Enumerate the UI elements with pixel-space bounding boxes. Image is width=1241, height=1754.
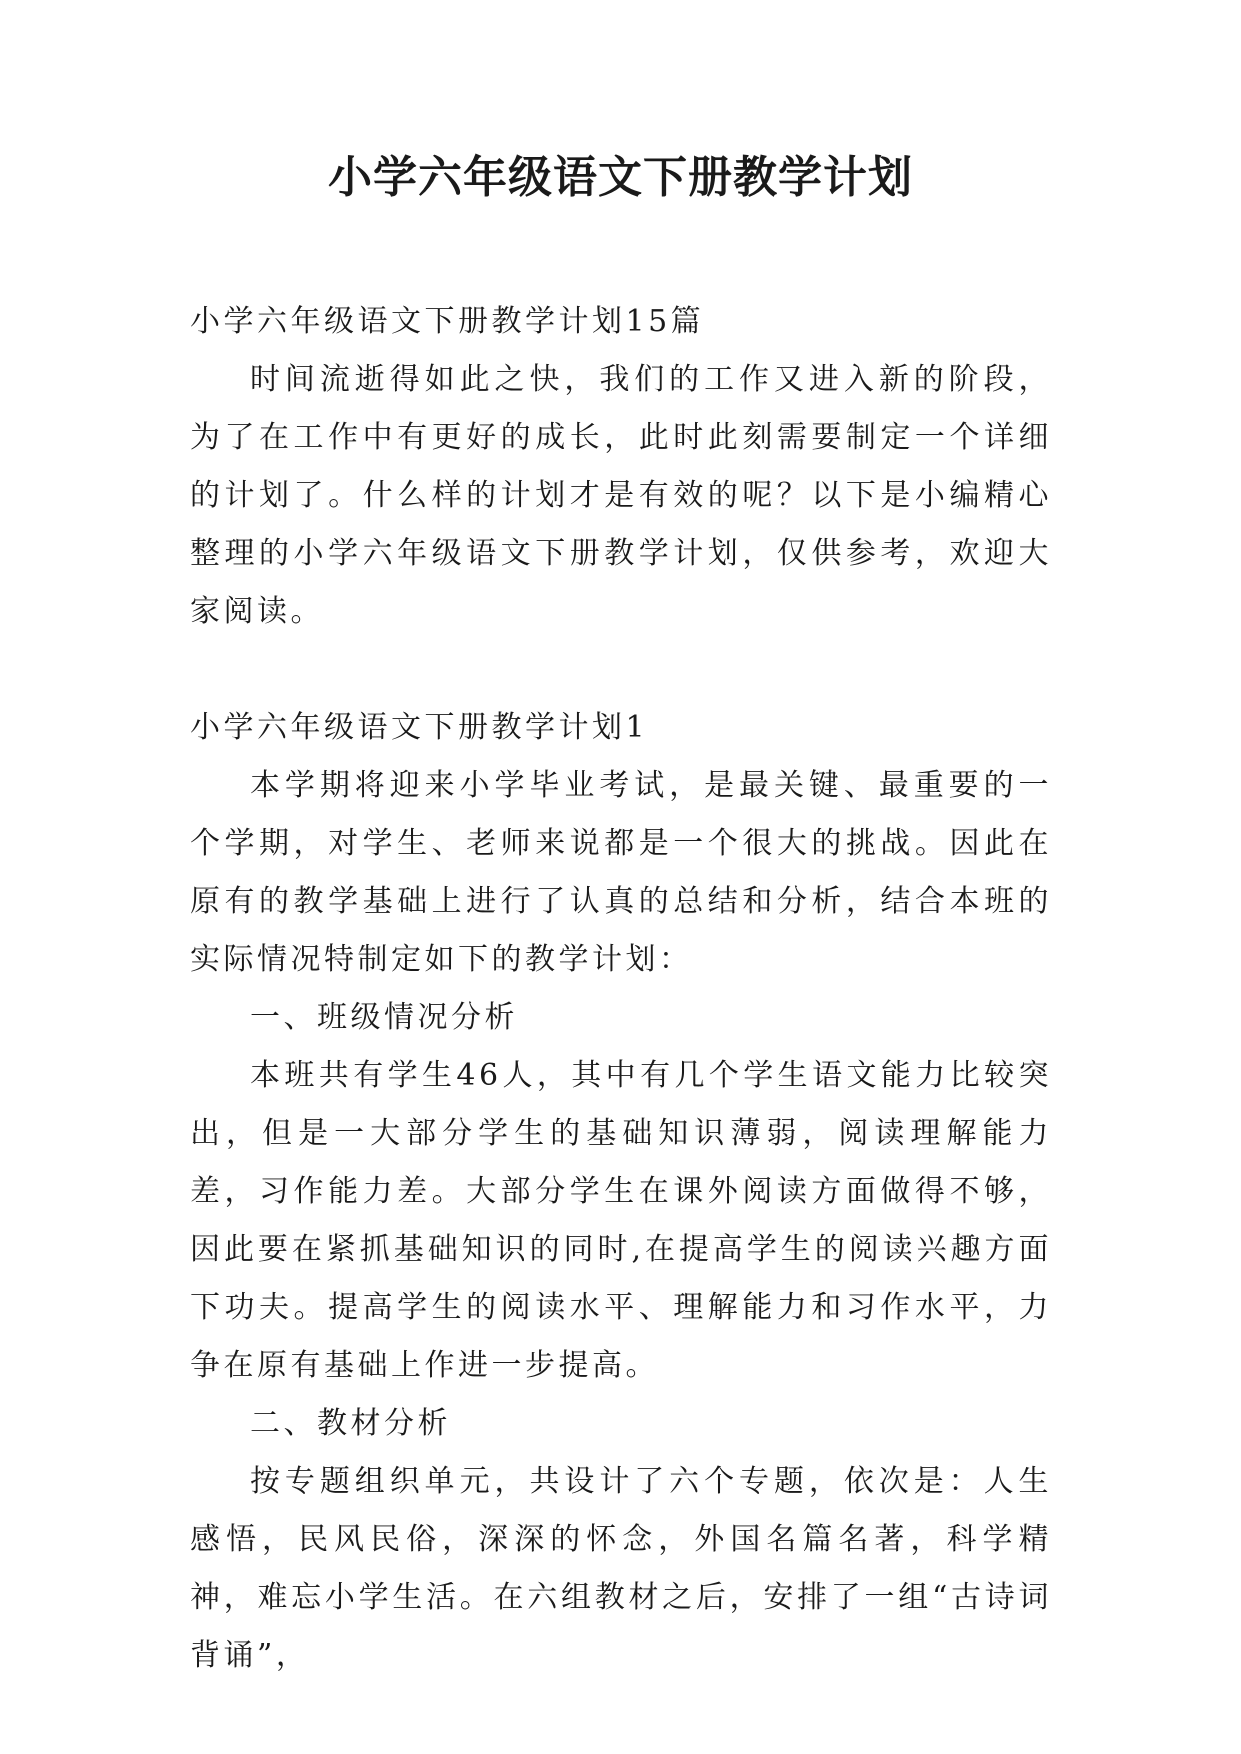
article-heading: 小学六年级语文下册教学计划15篇 [190, 304, 705, 339]
intro-paragraph: 时间流逝得如此之快，我们的工作又进入新的阶段，为了在工作中有更好的成长，此时此刻需要制定一个详细的计划了。什么样的计划才是有效的呢？以下是小编精心整理的小学六年级语文下册教学计划，仅供参考，欢迎大家阅读。 [190, 362, 1052, 629]
spacer [190, 641, 1052, 699]
plan-heading: 小学六年级语文下册教学计划1 [190, 710, 649, 745]
section-heading-textbook-analysis: 二、教材分析 [250, 1406, 451, 1441]
class-analysis-paragraph: 本班共有学生46人，其中有几个学生语文能力比较突出，但是一大部分学生的基础知识薄弱，阅读理解能力差，习作能力差。大部分学生在课外阅读方面做得不够，因此要在紧抓基础知识的同时,在提高学生的阅读兴趣方面下功夫。提高学生的阅读水平、理解能力和习作水平，力争在原有基础上作进一步提高。 [190, 1058, 1052, 1383]
section-heading-class-analysis: 一、班级情况分析 [250, 1000, 518, 1035]
textbook-analysis-paragraph: 按专题组织单元，共设计了六个专题，依次是：人生感悟，民风民俗，深深的怀念，外国名篇名著，科学精神，难忘小学生活。在六组教材之后，安排了一组“古诗词背诵”， [190, 1464, 1052, 1673]
document-title: 小学六年级语文下册教学计划 [328, 152, 913, 203]
plan-paragraph: 本学期将迎来小学毕业考试，是最关键、最重要的一个学期，对学生、老师来说都是一个很大的挑战。因此在原有的教学基础上进行了认真的总结和分析，结合本班的实际情况特制定如下的教学计划： [190, 768, 1052, 977]
document-body [190, 293, 1052, 1685]
